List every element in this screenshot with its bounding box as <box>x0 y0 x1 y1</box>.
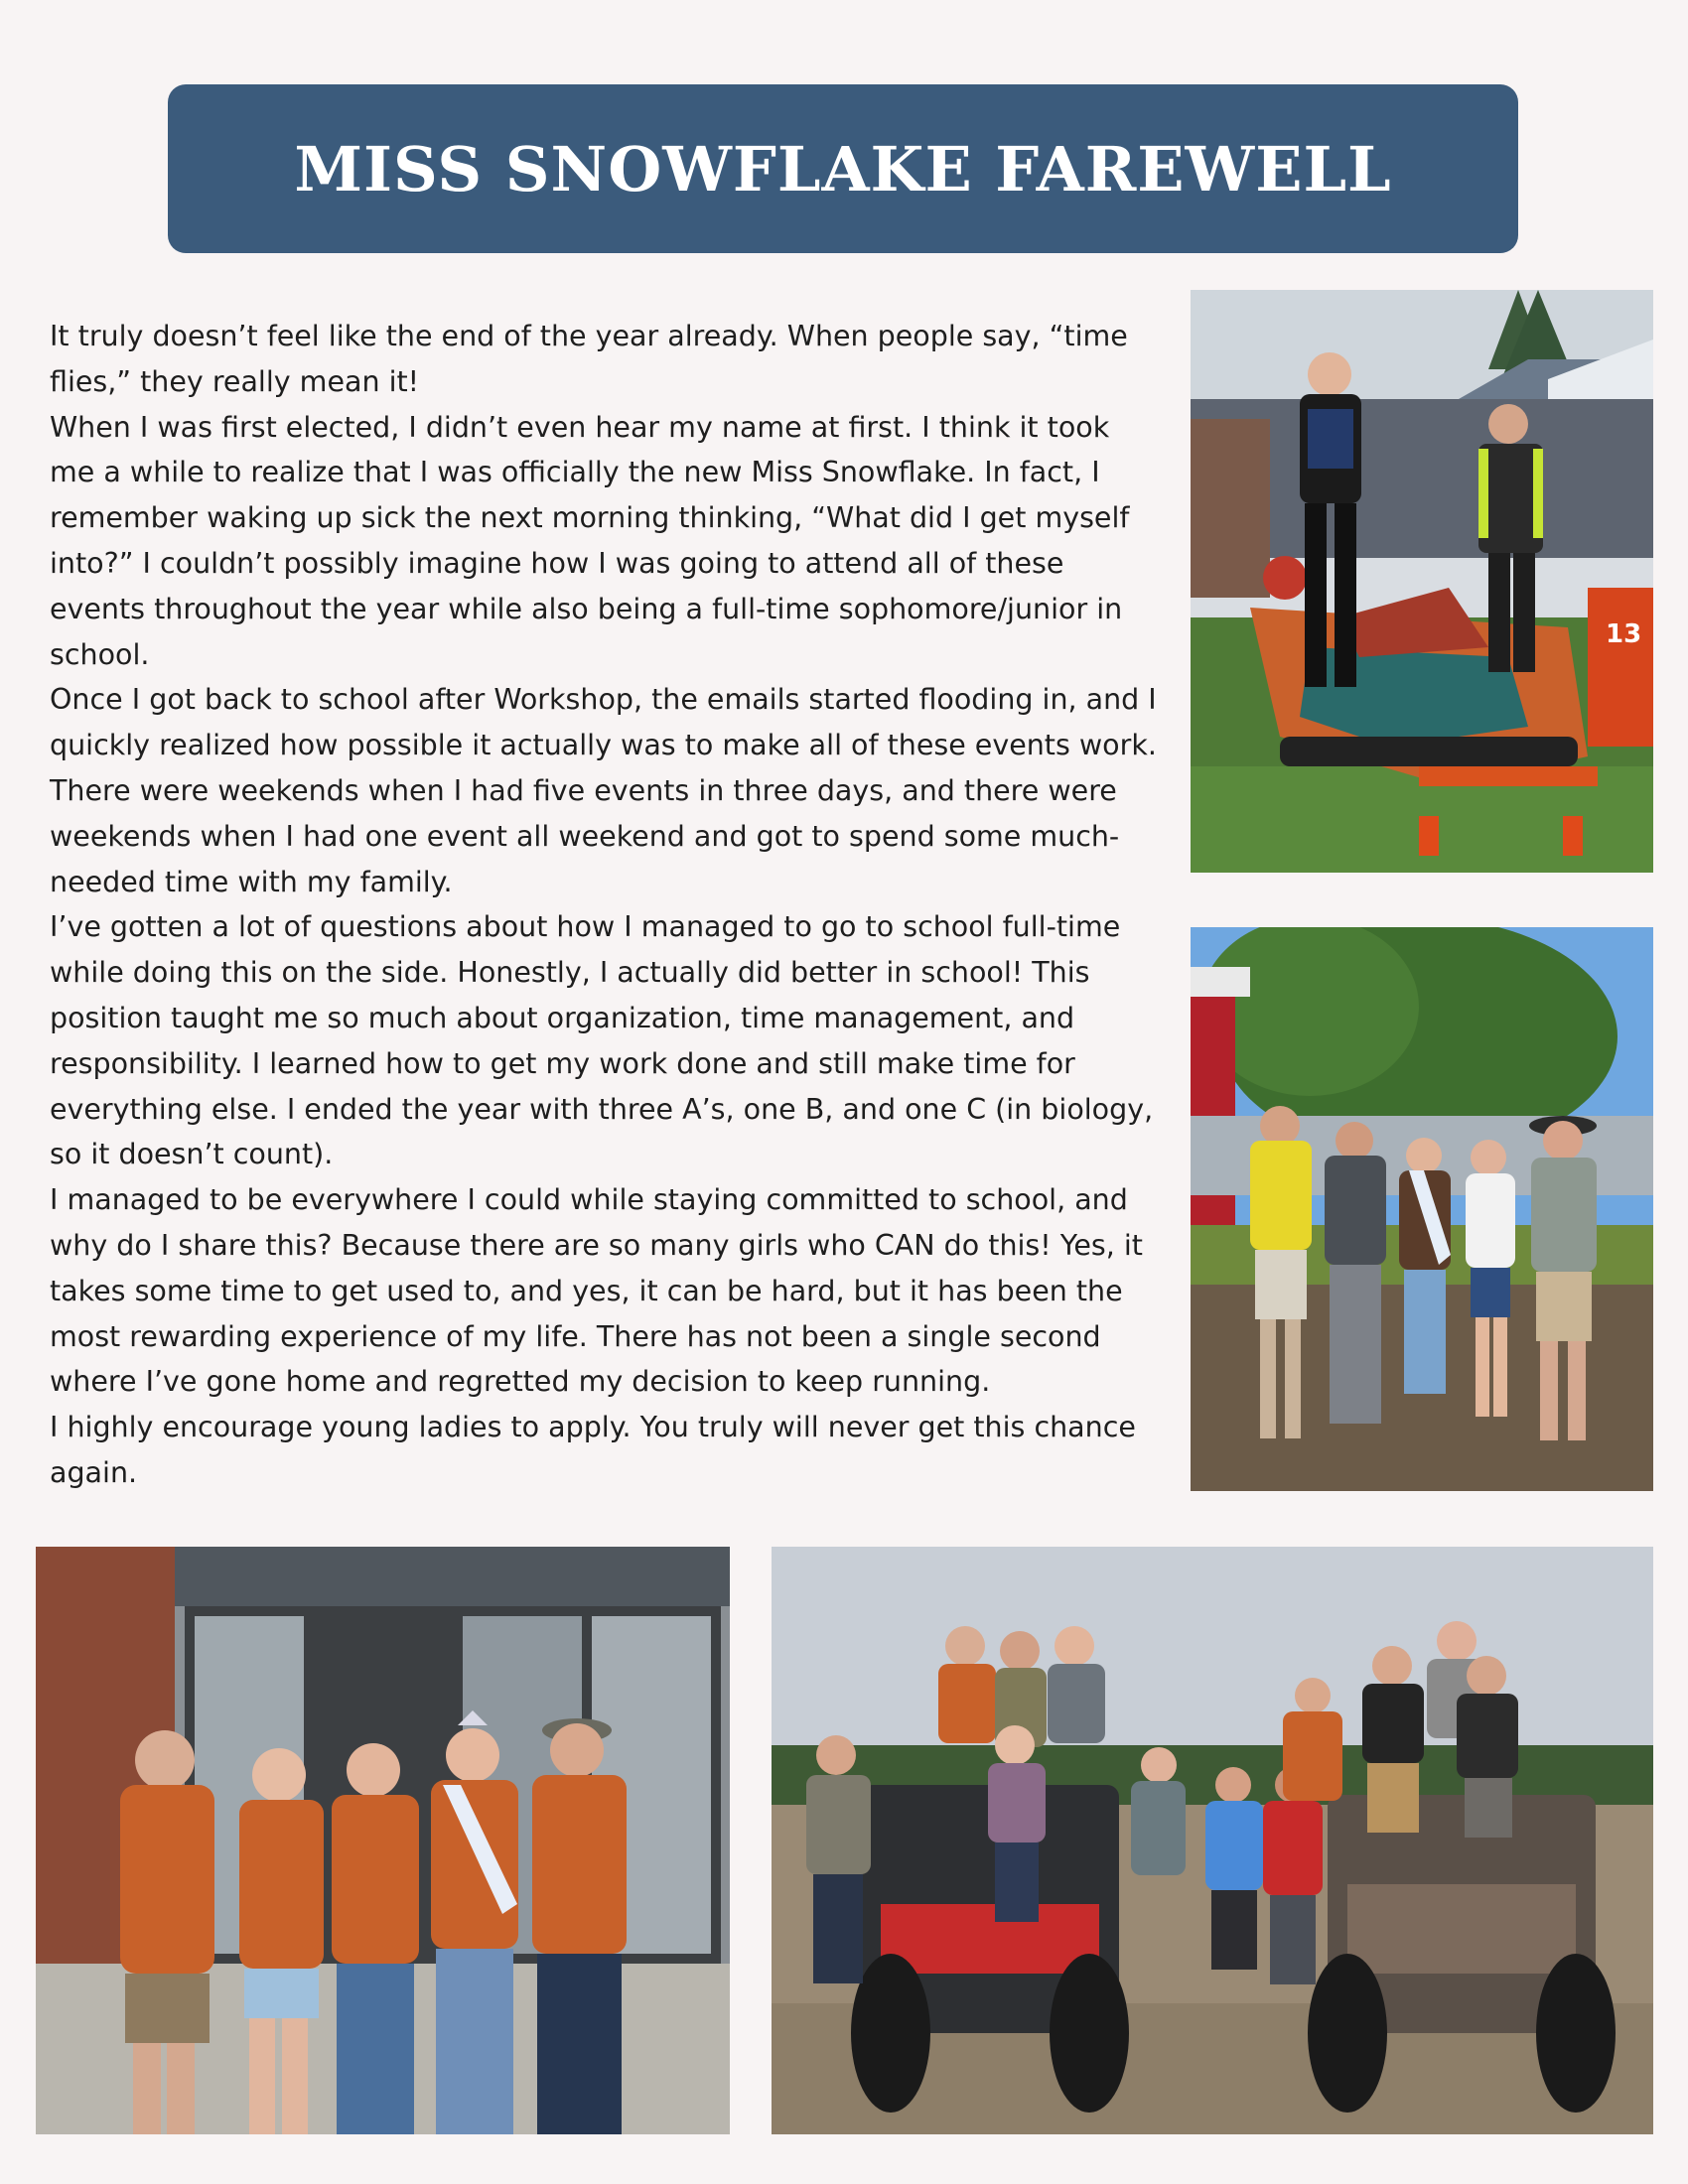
article-paragraph: I’ve gotten a lot of questions about how I managed to go to school full-time while doing this on the side. Honestly, I actually did better in school! This position taught me so much about organization, time management, and responsibility. I learned how to get my work done and still make time for everything else. I ended the year with three A’s, one B, and one C (in biology, so it doesn’t count). <box>50 910 1154 1171</box>
article-paragraph: It truly doesn’t feel like the end of the year already. When people say, “time flies,” they really mean it! <box>50 320 1128 398</box>
photo-snowmobile-event <box>1191 290 1653 873</box>
photo-fair-group <box>1191 927 1653 1491</box>
article-body <box>50 314 1162 1496</box>
photo-orange-shirt-group <box>36 1547 730 2134</box>
page-title: MISS SNOWFLAKE FAREWELL <box>294 132 1392 205</box>
article-paragraph: I managed to be everywhere I could while staying committed to school, and why do I share this? Because there are so many girls who CAN do this! Yes, it takes some time to get used to, and yes, it can be hard, but it has been the most rewarding experience of my life. There has not been a single second where I’ve gone home and regretted my decision to keep running. <box>50 1183 1143 1399</box>
title-banner <box>168 84 1518 253</box>
photo-snowmobile-image <box>1191 290 1653 873</box>
article-paragraph: Once I got back to school after Workshop, the emails started flooding in, and I quickly realized how possible it actually was to make all of these events work. There were weekends when I had five events in three days, and there were weekends when I had one event all weekend and got to spend some much-needed time with my family. <box>50 683 1157 898</box>
photo-orange-shirt-group-image <box>36 1547 730 2134</box>
sled-number: 13 <box>1606 619 1642 649</box>
photo-offroad-group <box>772 1547 1653 2134</box>
article-paragraph: When I was first elected, I didn’t even hear my name at first. I think it took me a while to realize that I was officially the new Miss Snowflake. In fact, I remember waking up sick the next morning thinking, “What did I get myself into?” I couldn’t possibly imagine how I was going to attend all of these events throughout the year while also being a full-time sophomore/junior in school. <box>50 410 1130 671</box>
photo-offroad-group-image <box>772 1547 1653 2134</box>
photo-fair-group-image <box>1191 927 1653 1491</box>
article-paragraph: I highly encourage young ladies to apply. You truly will never get this chance again. <box>50 1411 1136 1489</box>
